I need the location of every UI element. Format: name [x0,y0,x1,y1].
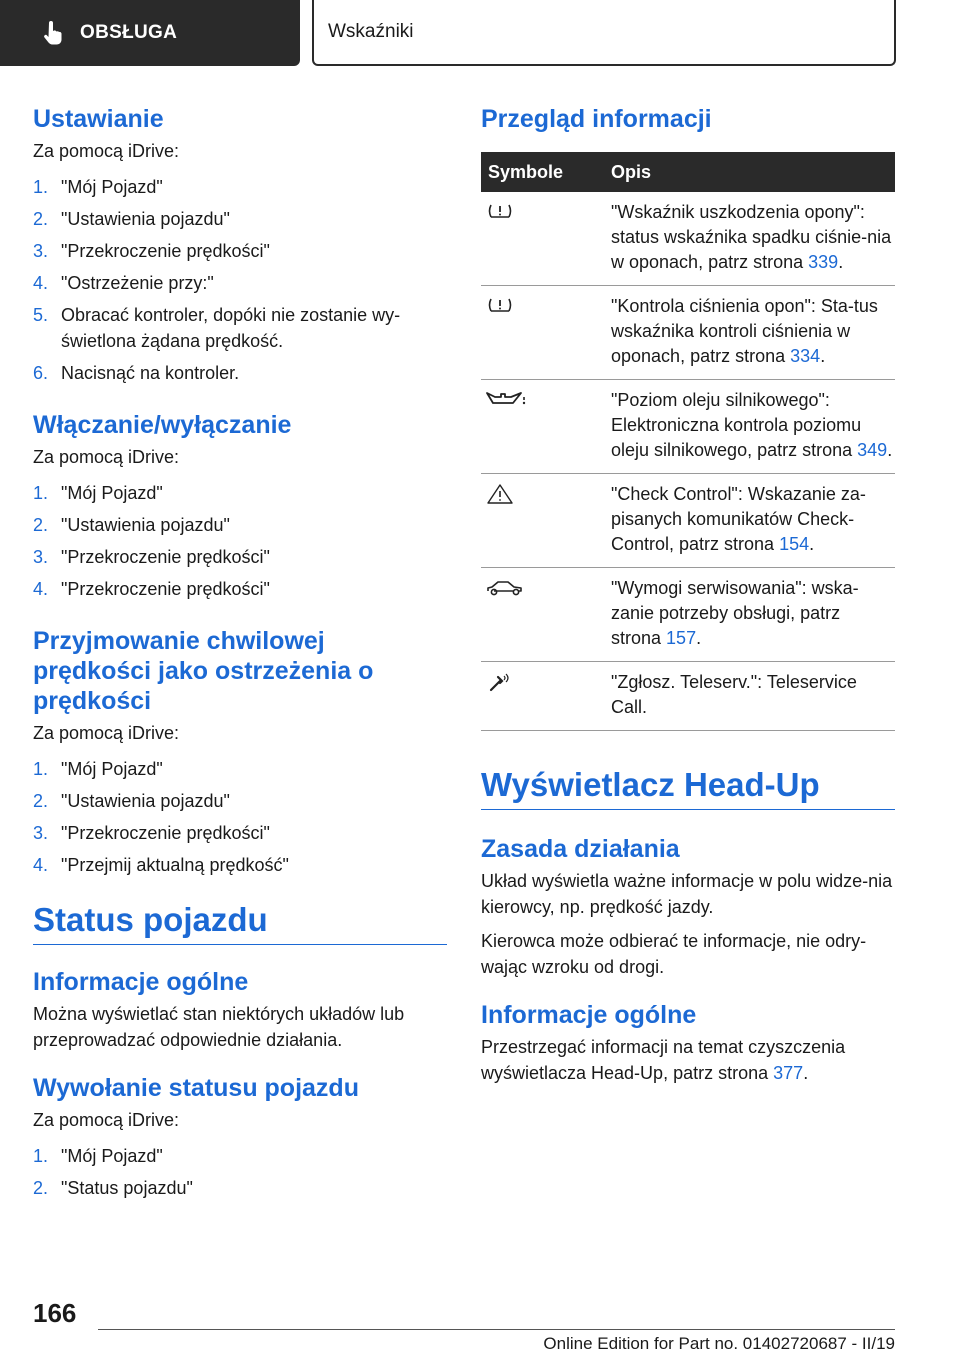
heading-informacje-ogolne: Informacje ogólne [33,968,249,996]
heading-zasada: Zasada działania [481,835,680,863]
page-reference[interactable]: 339 [808,252,839,272]
teleservice-wrench-icon [485,670,515,694]
row-desc: "Wskaźnik uszkodzenia opony": status wskaźnika spadku ciśnie‐nia w oponach, patrz strona [611,202,892,272]
col-header-desc: Opis [611,152,895,192]
row-desc: "Wymogi serwisowania": wska‐zanie potrzeby obsługi, patrz strona [611,578,859,648]
page-reference[interactable]: 349 [857,440,888,460]
list-item: 6. Nacisnąć na kontroler. [33,363,240,383]
steps-list-2 [33,480,447,602]
body-text: Można wyświetlać stan niektórych układów lub przeprowadzać odpowiednie działania. [33,1004,405,1050]
list-item: 1. "Mój Pojazd" [33,759,163,779]
list-item: 2. "Ustawienia pojazdu" [33,791,230,811]
intro-text: Za pomocą iDrive: [33,141,180,161]
heading-head-up: Wyświetlacz Head-Up [481,765,895,810]
heading-ustawianie: Ustawianie [33,105,164,133]
heading-informacje-ogolne-hud: Informacje ogólne [481,1001,697,1029]
oil-can-icon [485,388,529,410]
warning-triangle-icon [485,482,515,506]
table-header-row [481,152,895,192]
tire-pressure-warning-icon [485,200,515,224]
list-item: 4. "Przekroczenie prędkości" [33,579,270,599]
list-item: 1. "Mój Pojazd" [33,483,163,503]
row-desc: "Kontrola ciśnienia opon": Sta‐tus wskaźnika kontroli ciśnienia w oponach, patrz strona [611,296,878,366]
list-item: 1. "Mój Pojazd" [33,1146,163,1166]
steps-list-3 [33,756,447,878]
table-row: "Wskaźnik uszkodzenia opony": status wskaźnika spadku ciśnie‐nia w oponach, patrz strona 339. [481,192,895,286]
intro-text: Za pomocą iDrive: [33,723,180,743]
steps-list-1 [33,174,447,386]
symbols-table [481,152,895,731]
row-desc: "Check Control": Wskazanie za‐pisanych komunikatów Check-Control, patrz strona [611,484,866,554]
section-tab [0,0,300,66]
steps-list-4 [33,1143,447,1201]
list-item: 3. "Przekroczenie prędkości" [33,823,270,843]
footer-divider [98,1329,895,1330]
body-text: Kierowca może odbierać te informacje, nie odry‐wając wzroku od drogi. [481,931,867,977]
heading-przeglad: Przegląd informacji [481,105,712,133]
row-desc: "Zgłosz. Teleserv.": Teleservice Call. [611,672,857,717]
list-item: 1. "Mój Pojazd" [33,177,163,197]
hand-pointer-icon [40,20,66,46]
list-item: 4. "Przejmij aktualną prędkość" [33,855,289,875]
car-service-icon [485,576,525,600]
section-label: OBSŁUGA [80,22,178,43]
tire-pressure-monitor-icon [485,294,515,318]
heading-przyjmowanie: Przyjmowanie chwilowej prędkości jako ostrzeżenia o prędkości [33,627,374,715]
chapter-label: Wskaźniki [328,21,414,42]
col-header-symbols: Symbole [481,152,611,192]
page-reference[interactable]: 154 [779,534,810,554]
table-row: "Kontrola ciśnienia opon": Sta‐tus wskaźnika kontroli ciśnienia w oponach, patrz strona 334. [481,286,895,380]
heading-wlaczanie: Włączanie/wyłączanie [33,411,292,439]
page-reference[interactable]: 334 [790,346,821,366]
list-item: 5. Obracać kontroler, dopóki nie zostanie wy‐świetlona żądana prędkość. [33,305,401,351]
list-item: 2. "Ustawienia pojazdu" [33,209,230,229]
left-column [33,100,447,1207]
row-desc: "Poziom oleju silnikowego": Elektroniczna kontrola poziomu oleju silnikowego, patrz strona [611,390,862,460]
table-row [481,662,895,731]
body-text: Przestrzegać informacji na temat czyszczenia wyświetlacza Head-Up, patrz strona 377. [481,1037,846,1083]
intro-text: Za pomocą iDrive: [33,447,180,467]
table-row: "Check Control": Wskazanie za‐pisanych komunikatów Check-Control, patrz strona 154. [481,474,895,568]
intro-text: Za pomocą iDrive: [33,1110,180,1130]
page-number: 166 [33,1298,77,1328]
page-reference[interactable]: 157 [666,628,697,648]
list-item: 2. "Ustawienia pojazdu" [33,515,230,535]
page-reference[interactable]: 377 [773,1063,804,1083]
edition-note: Online Edition for Part no. 01402720687 - II/19 [543,1334,895,1353]
table-row: "Poziom oleju silnikowego": Elektroniczna kontrola poziomu oleju silnikowego, patrz strona 349. [481,380,895,474]
list-item: 4. "Ostrzeżenie przy:" [33,273,214,293]
heading-wywolanie: Wywołanie statusu pojazdu [33,1074,359,1102]
heading-status-pojazdu: Status pojazdu [33,900,447,945]
list-item: 3. "Przekroczenie prędkości" [33,547,270,567]
list-item: 2. "Status pojazdu" [33,1178,193,1198]
page-header [0,0,960,66]
table-row: "Wymogi serwisowania": wska‐zanie potrzeby obsługi, patrz strona 157. [481,568,895,662]
chapter-tab [312,0,896,66]
right-column [481,100,895,1086]
body-text: Układ wyświetla ważne informacje w polu widze‐nia kierowcy, np. prędkość jazdy. [481,871,893,917]
list-item: 3. "Przekroczenie prędkości" [33,241,270,261]
